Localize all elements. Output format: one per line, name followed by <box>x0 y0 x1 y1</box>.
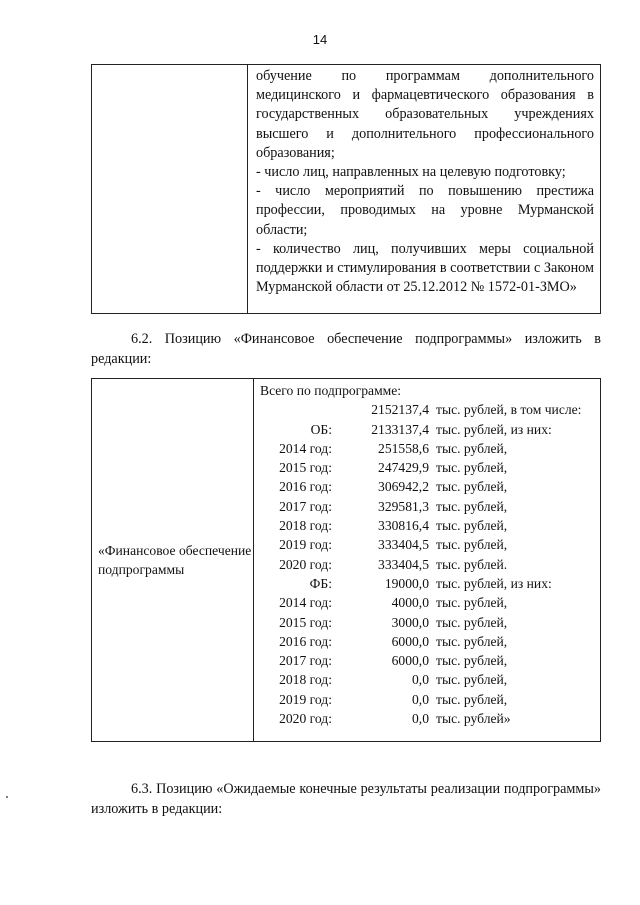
financing-year: 2017 год: <box>279 498 332 514</box>
financing-row <box>260 439 596 458</box>
paragraph-6-2-text: 6.2. Позицию «Финансовое обеспечение подпрограммы» изложить в редакции: <box>91 331 601 367</box>
financing-row <box>260 651 596 670</box>
financing-row <box>260 400 596 419</box>
paragraph-6-3-text: 6.3. Позицию «Ожидаемые конечные результаты реализации подпрограммы» изложить в редакции: <box>91 781 601 817</box>
financing-value: 306942,2 <box>378 479 429 495</box>
indicators-table <box>91 64 601 314</box>
financing-value: 0,0 <box>412 672 429 688</box>
financing-year: 2014 год: <box>279 440 332 456</box>
indicators-label-cell <box>92 65 248 314</box>
financing-unit: тыс. рублей, в том числе: <box>436 402 582 418</box>
financing-value: 247429,9 <box>378 460 429 476</box>
indicators-content-cell <box>248 65 601 314</box>
financing-label-cell <box>92 379 254 742</box>
financing-year: 2020 год: <box>279 711 332 727</box>
financing-value: 333404,5 <box>378 537 429 553</box>
indicator-paragraph: - число мероприятий по повышению престижа профессии, проводимых на уровне Мурманской области; <box>256 183 594 238</box>
financing-content-cell <box>254 379 601 742</box>
financing-row <box>260 574 596 593</box>
financing-unit: тыс. рублей, <box>436 460 508 476</box>
margin-mark <box>6 796 8 798</box>
financing-value: 0,0 <box>412 691 429 707</box>
financing-row <box>260 613 596 632</box>
financing-value: 333404,5 <box>378 556 429 572</box>
financing-year: 2016 год: <box>279 633 332 649</box>
page-number: 14 <box>312 32 328 47</box>
financing-row <box>260 458 596 477</box>
financing-row <box>260 670 596 689</box>
financing-value: 329581,3 <box>378 498 429 514</box>
financing-row <box>260 516 596 535</box>
financing-value: 0,0 <box>412 711 429 727</box>
indicator-paragraph: - количество лиц, получивших меры социальной поддержки и стимулирования в соответствии с Законом Мурманской области от 25.12.2012 № 1572-01-ЗМО» <box>256 240 594 296</box>
financing-unit: тыс. рублей, <box>436 691 508 707</box>
financing-unit: тыс. рублей, <box>436 653 508 669</box>
financing-year: 2016 год: <box>279 479 332 495</box>
financing-row <box>260 420 596 439</box>
financing-row <box>260 690 596 709</box>
financing-value: 330816,4 <box>378 518 429 534</box>
financing-table <box>91 378 601 742</box>
financing-year: 2015 год: <box>279 460 332 476</box>
financing-year: 2014 год: <box>279 595 332 611</box>
financing-row <box>260 593 596 612</box>
financing-value: 19000,0 <box>384 575 429 591</box>
financing-unit: тыс. рублей, <box>436 595 508 611</box>
paragraph-6-2 <box>91 330 601 369</box>
financing-year: 2017 год: <box>279 653 332 669</box>
financing-year: 2018 год: <box>279 672 332 688</box>
financing-unit: тыс. рублей. <box>436 556 508 572</box>
financing-year: ФБ: <box>309 575 332 591</box>
financing-year <box>260 400 332 419</box>
financing-value: 6000,0 <box>391 633 429 649</box>
financing-year: 2019 год: <box>279 691 332 707</box>
financing-header: Всего по подпрограмме: <box>260 383 402 398</box>
financing-unit: тыс. рублей, <box>436 498 508 514</box>
financing-year: ОБ: <box>310 421 332 437</box>
financing-unit: тыс. рублей, <box>436 614 508 630</box>
financing-unit: тыс. рублей, <box>436 537 508 553</box>
financing-unit: тыс. рублей, <box>436 479 508 495</box>
indicators-list <box>256 67 594 297</box>
financing-year: 2018 год: <box>279 518 332 534</box>
financing-value: 6000,0 <box>391 653 429 669</box>
financing-unit: тыс. рублей» <box>436 711 511 727</box>
financing-value: 2133137,4 <box>371 421 429 437</box>
financing-row <box>260 632 596 651</box>
financing-row <box>260 535 596 554</box>
financing-unit: тыс. рублей, <box>436 633 508 649</box>
financing-unit: тыс. рублей, <box>436 518 508 534</box>
financing-value: 3000,0 <box>391 614 429 630</box>
financing-value: 4000,0 <box>391 595 429 611</box>
indicator-paragraph: - число лиц, направленных на целевую подготовку; <box>256 164 566 181</box>
financing-row <box>260 477 596 496</box>
financing-year: 2019 год: <box>279 537 332 553</box>
financing-label: «Финансовое обеспечение подпрограммы <box>98 542 252 577</box>
financing-value: 251558,6 <box>378 440 429 456</box>
financing-row <box>260 555 596 574</box>
financing-value: 2152137,4 <box>371 402 429 418</box>
financing-row <box>260 497 596 516</box>
paragraph-6-3 <box>91 780 601 819</box>
financing-rows <box>260 400 596 728</box>
financing-unit: тыс. рублей, <box>436 672 508 688</box>
financing-unit: тыс. рублей, из них: <box>436 421 552 437</box>
financing-unit: тыс. рублей, <box>436 440 508 456</box>
financing-unit: тыс. рублей, из них: <box>436 575 552 591</box>
financing-year: 2020 год: <box>279 556 332 572</box>
financing-row <box>260 709 596 728</box>
financing-year: 2015 год: <box>279 614 332 630</box>
indicator-paragraph: обучение по программам дополнительного медицинского и фармацевтического образования в государственных образовательных учреждениях высшего и дополнительного профессионального образования; <box>256 68 594 161</box>
